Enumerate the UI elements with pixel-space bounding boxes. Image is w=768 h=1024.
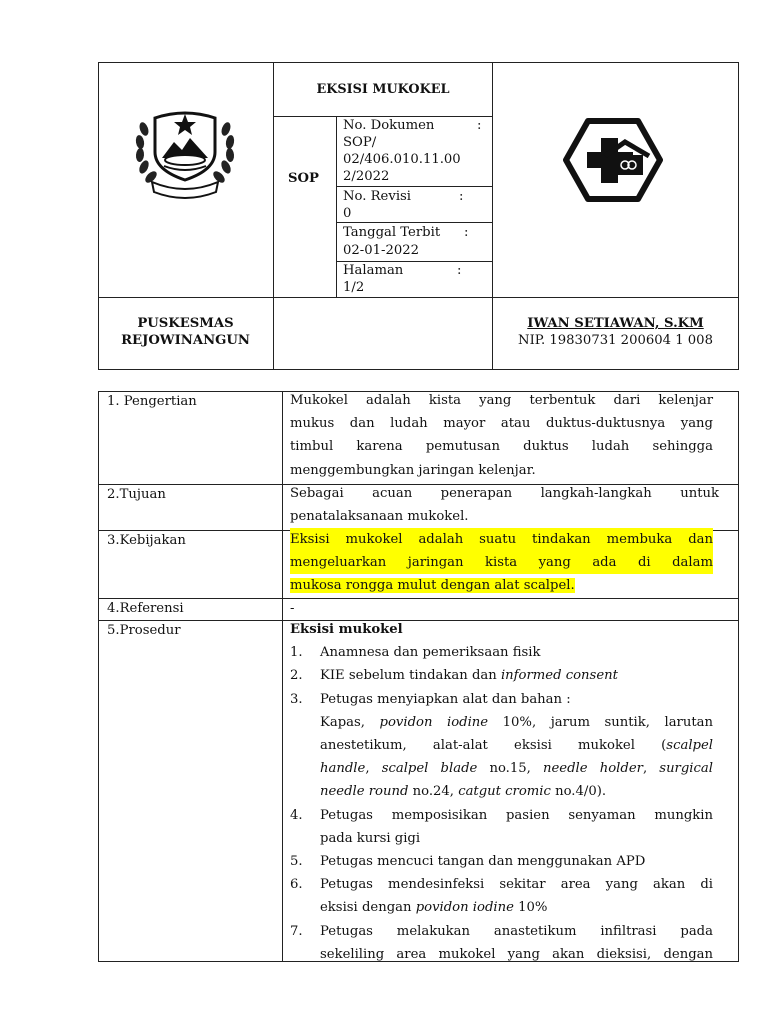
step-text: 10% xyxy=(513,900,548,916)
prosedur-content xyxy=(290,618,713,966)
step-text: Petugas mendesinfeksi sekitar area yang akan di xyxy=(320,877,713,893)
issue-date-colon: : xyxy=(464,225,469,240)
procedure-step xyxy=(290,850,713,873)
step-text-italic: needle holder xyxy=(543,761,643,777)
step-text: no.15, xyxy=(477,761,543,777)
step-text-italic: needle round xyxy=(320,784,409,800)
kebijakan-line: mengeluarkan jaringan kista yang ada di dalam xyxy=(290,551,713,574)
step-text: Petugas melakukan anastetikum infiltrasi pada xyxy=(320,923,713,939)
page-value: 1/2 xyxy=(343,280,365,295)
step-text: 10%, jarum suntik, larutan xyxy=(488,714,714,730)
kebijakan-line: mukosa rongga mulut dengan alat scalpel. xyxy=(290,578,575,594)
step-text: no.24, xyxy=(408,784,459,800)
doc-no-label: No. Dokumen xyxy=(343,118,435,133)
prosedur-heading: Eksisi mukokel xyxy=(290,622,403,637)
doc-no-colon: : xyxy=(477,118,482,133)
step-text-italic: povidon iodine xyxy=(415,900,514,916)
doc-no-value-2: 02/406.010.11.00 xyxy=(343,152,461,167)
doc-no-value-1: SOP/ xyxy=(343,135,377,150)
step-text-italic: scalpel xyxy=(666,738,713,754)
pengertian-line: Mukokel adalah kista yang terbentuk dari kelenjar xyxy=(290,393,713,408)
step-text: no.4/0). xyxy=(550,784,607,800)
procedure-step xyxy=(290,688,713,804)
step-text: Petugas menyiapkan alat dan bahan : xyxy=(320,691,571,707)
regency-logo xyxy=(130,104,240,204)
step-text: Kapas, xyxy=(320,714,380,730)
step-text-italic: povidon iodine xyxy=(379,714,489,730)
step-number: 7. xyxy=(290,923,303,939)
page-colon: : xyxy=(457,263,462,278)
tujuan-line: Sebagai acuan penerapan langkah-langkah untuk xyxy=(290,486,719,501)
section-label-tujuan: 2.Tujuan xyxy=(107,487,166,502)
step-number: 4. xyxy=(290,807,303,823)
page-label: Halaman xyxy=(343,263,404,278)
step-text: Anamnesa dan pemeriksaan fisik xyxy=(320,645,541,661)
step-text: Petugas mencuci tangan dan menggunakan APD xyxy=(320,854,646,870)
step-text-italic: surgical xyxy=(659,761,713,777)
step-text: , xyxy=(642,761,660,777)
step-text: KIE sebelum tindakan dan xyxy=(320,668,501,684)
pengertian-text xyxy=(290,389,713,482)
procedure-step xyxy=(290,804,713,850)
tujuan-line: penatalaksanaan mukokel. xyxy=(290,509,469,525)
kebijakan-text xyxy=(290,528,713,598)
step-number: 1. xyxy=(290,645,303,661)
issue-date-label: Tanggal Terbit xyxy=(343,225,441,240)
revision-label: No. Revisi xyxy=(343,189,412,204)
procedure-step xyxy=(290,920,713,966)
step-number: 3. xyxy=(290,691,303,707)
step-number: 6. xyxy=(290,877,303,893)
signer-name: IWAN SETIAWAN, S.KM xyxy=(527,316,704,331)
step-text-italic: scalpel blade xyxy=(381,761,478,777)
pengertian-line: mukus dan ludah mayor atau duktus-duktusnya yang xyxy=(290,416,713,432)
step-text: Petugas memposisikan pasien senyaman mungkin xyxy=(320,807,713,823)
step-number: 5. xyxy=(290,854,303,870)
issue-date-value: 02-01-2022 xyxy=(343,243,420,258)
pengertian-line: timbul karena pemutusan duktus ludah sehingga xyxy=(290,439,713,455)
section-label-kebijakan: 3.Kebijakan xyxy=(107,533,186,548)
pengertian-line: menggembungkan jaringan kelenjar. xyxy=(290,462,536,478)
doc-no-value-3: 2/2022 xyxy=(343,169,390,184)
sop-label: SOP xyxy=(288,171,319,186)
procedure-step xyxy=(290,664,713,687)
revision-value: 0 xyxy=(343,206,352,221)
step-text-italic: handle xyxy=(320,761,366,777)
document-title: EKSISI MUKOKEL xyxy=(316,82,450,97)
step-text: eksisi dengan xyxy=(320,900,416,916)
step-text-italic: informed consent xyxy=(500,668,618,684)
org-name-line2: REJOWINANGUN xyxy=(121,333,250,348)
step-text: pada kursi gigi xyxy=(320,830,421,846)
section-label-referensi: 4.Referensi xyxy=(107,601,184,616)
step-number: 2. xyxy=(290,668,303,684)
step-text-italic: catgut cromic xyxy=(458,784,551,800)
step-text: anestetikum, alat-alat eksisi mukokel ( xyxy=(320,738,667,754)
step-text: , xyxy=(365,761,382,777)
tujuan-text xyxy=(290,482,719,528)
section-label-prosedur: 5.Prosedur xyxy=(107,623,181,638)
revision-colon: : xyxy=(459,189,464,204)
kebijakan-line: Eksisi mukokel adalah suatu tindakan membuka dan xyxy=(290,528,713,551)
puskesmas-logo xyxy=(563,118,663,218)
org-name-line1: PUSKESMAS xyxy=(137,316,234,331)
step-text: sekeliling area mukokel yang akan dieksisi, dengan xyxy=(320,946,713,962)
section-label-pengertian: 1. Pengertian xyxy=(107,394,197,409)
procedure-step xyxy=(290,641,713,664)
procedure-step xyxy=(290,873,713,919)
referensi-value: - xyxy=(290,601,295,616)
signer-nip: NIP. 19830731 200604 1 008 xyxy=(518,333,713,348)
